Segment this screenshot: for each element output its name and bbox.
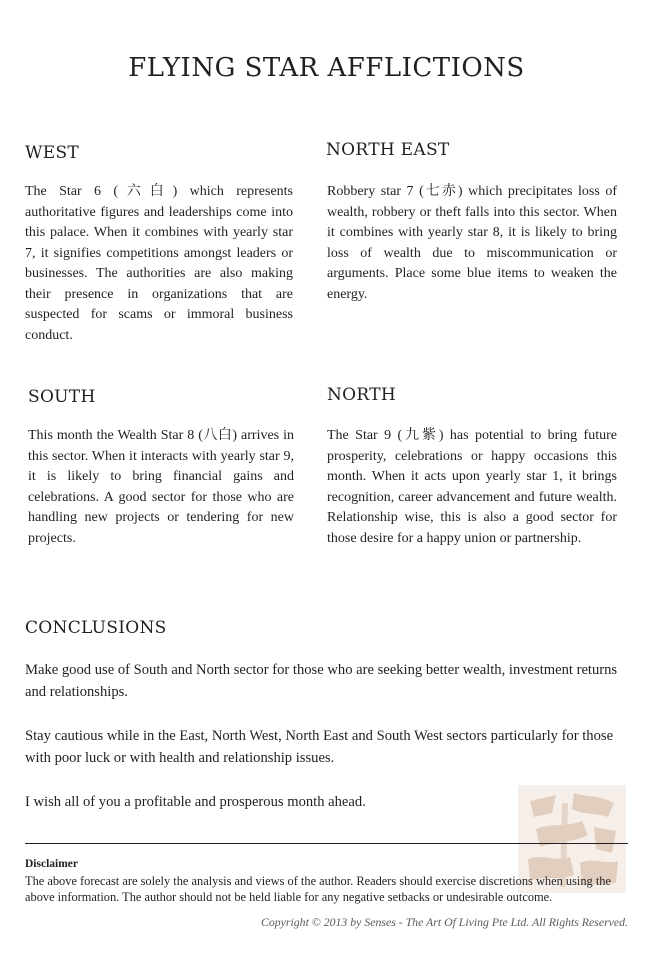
conclusion-paragraph-2: Stay cautious while in the East, North West, North East and South West sectors particularly for those with poor luck or with health and relationship issues.: [25, 728, 614, 766]
copyright-notice: Copyright © 2013 by Senses - The Art Of Living Pte Ltd. All Rights Reserved.: [261, 915, 628, 929]
page-title: FLYING STAR AFFLICTIONS: [128, 53, 525, 83]
west-heading: WEST: [25, 143, 80, 163]
north-heading: NORTH: [327, 385, 396, 405]
footer-divider: [25, 843, 628, 844]
north-east-heading: NORTH EAST: [326, 140, 450, 160]
disclaimer-title: Disclaimer: [25, 858, 79, 870]
north-east-text: Robbery star 7 (七赤) which precipitates loss of wealth, robbery or theft falls into this sector. When it combines with yearly star 8, it is likely to bring loss of wealth due to miscommunication or arguments. Place some blue items to weaken the energy.: [327, 184, 617, 302]
west-text: The Star 6 (六白) which represents authoritative figures and leaderships come into this palace. When it combines with yearly star 7, it signifies competitions amongst leaders or businesses. The authorities are also making their presence in organizations that are suspected for scams or immoral business conduct.: [25, 184, 293, 343]
conclusion-paragraph-1: Make good use of South and North sector for those who are seeking better wealth, investment returns and relationships.: [25, 662, 618, 700]
disclaimer-text: The above forecast are solely the analysis and views of the author. Readers should exercise discretions when using the above information. The author should not be held liable for any negative setbacks or undesirable outcome.: [25, 874, 611, 904]
south-text: This month the Wealth Star 8 (八白) arrives in this sector. When it interacts with yearly star 9, it is likely to bring financial gains and celebrations. A good sector for those who are handling new projects or tendering for new projects.: [28, 428, 294, 546]
conclusions-heading: CONCLUSIONS: [25, 618, 167, 638]
south-heading: SOUTH: [28, 387, 96, 407]
conclusion-paragraph-3: I wish all of you a profitable and prosperous month ahead.: [25, 794, 366, 810]
north-text: The Star 9 (九紫) has potential to bring future prosperity, celebrations or happy occasions this month. When it acts upon yearly star 1, it brings recognition, career advancement and future wealth. Relationship wise, this is also a good sector for those desire for a happy union or partnership.: [327, 428, 617, 546]
